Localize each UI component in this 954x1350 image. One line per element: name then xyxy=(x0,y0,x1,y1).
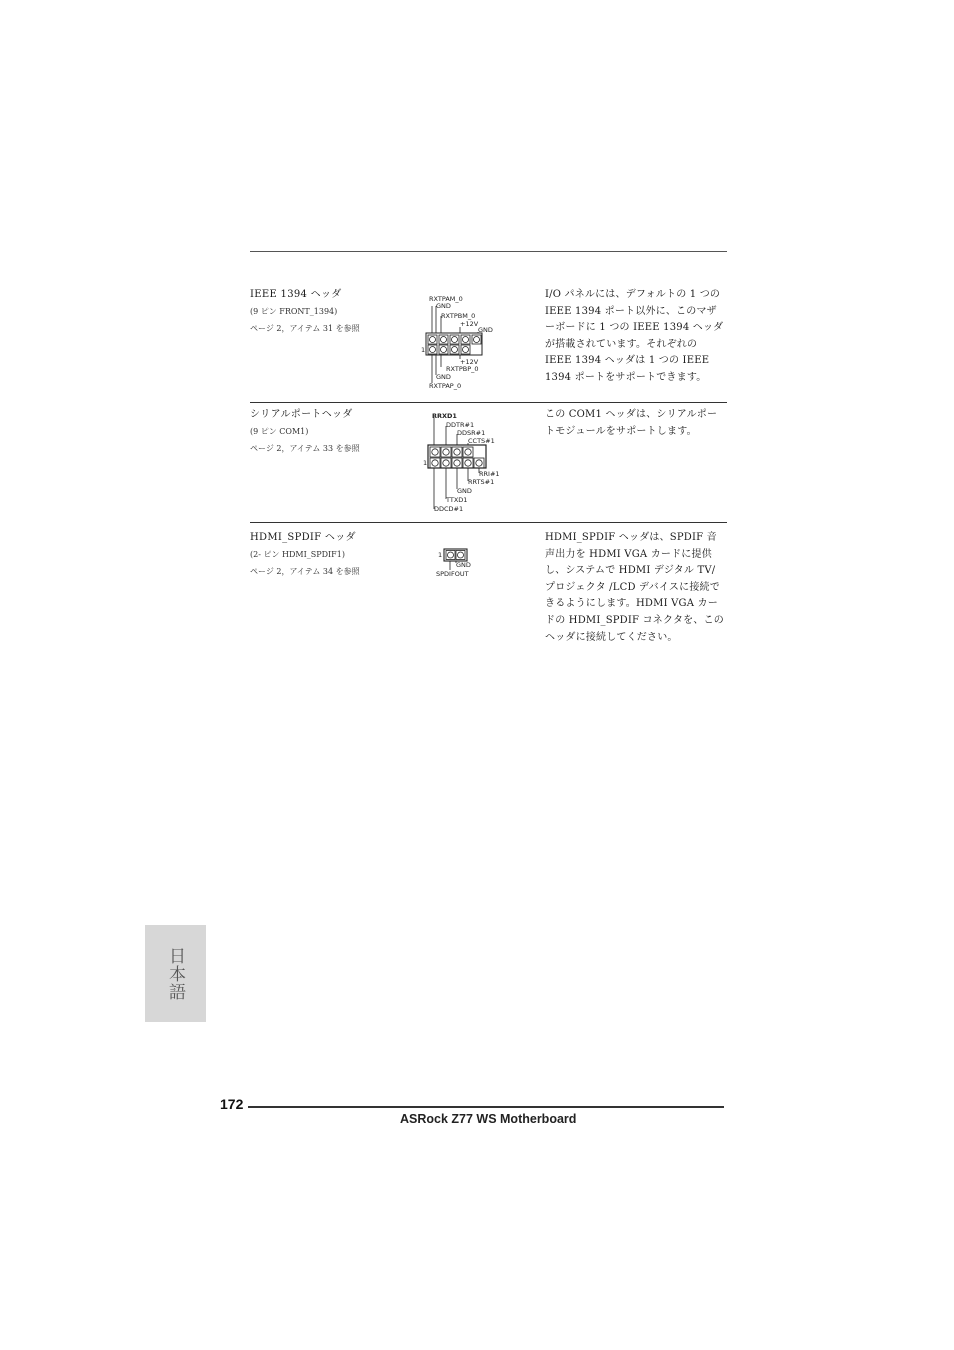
section-description: I/O パネルには、デフォルトの 1 つの IEEE 1394 ポート以外に、このマザーボードに 1 つの IEEE 1394 ヘッダが搭載されています。それぞれの IEEE 1394 ヘッダは 1 つの IEEE 1394 ポートをサポートできます。 xyxy=(545,289,724,383)
pin-label: GND xyxy=(478,326,493,334)
section-page-ref: ページ 2，アイテム 33 を参照 xyxy=(250,444,360,453)
pin-label: RXTPAM_0 xyxy=(429,295,463,303)
pin-label: DDCD#1 xyxy=(434,505,464,513)
page-number: 172 xyxy=(220,1096,244,1112)
section-description: HDMI_SPDIF ヘッダは、SPDIF 音声出力を HDMI VGA カードに提供し、システムで HDMI デジタル TV/ プロジェクタ /LCD デバイスに接続できるようにします。HDMI VGA カードの HDMI_SPDIF コネクタを、このヘッダに接続してください。 xyxy=(545,532,724,643)
pin-label: GND xyxy=(436,302,451,310)
language-tab-label: 日本語 xyxy=(165,946,185,1001)
section-title: HDMI_SPDIF ヘッダ xyxy=(250,532,356,543)
section-title: シリアルポートヘッダ xyxy=(250,409,353,420)
pin-label: RRI#1 xyxy=(479,470,500,478)
pin-label: 1 xyxy=(421,346,426,354)
pin-label: RRXD1 xyxy=(432,412,457,420)
section-subtitle: (9 ピン COM1) xyxy=(250,427,309,436)
section-page-ref: ページ 2，アイテム 34 を参照 xyxy=(250,567,360,576)
section-subtitle: (2- ピン HDMI_SPDIF1) xyxy=(250,550,345,559)
ieee1394-pin-diagram xyxy=(420,291,510,395)
pin-label: RXTPBM_0 xyxy=(441,312,476,320)
section-page-ref: ページ 2，アイテム 31 を参照 xyxy=(250,324,360,333)
pin-label: RXTPAP_0 xyxy=(429,382,462,390)
header-rule xyxy=(250,251,727,252)
pin-label: 1 xyxy=(423,459,428,467)
section-divider xyxy=(250,522,727,523)
section-hdmi-spdif xyxy=(250,530,727,660)
pin-label: GND xyxy=(456,561,471,569)
pin-label: SPDIFOUT xyxy=(436,570,469,578)
spdif-pin-diagram xyxy=(434,546,484,586)
com1-pin-diagram xyxy=(422,409,512,519)
pin-label: DDTR#1 xyxy=(446,421,475,429)
section-description: この COM1 ヘッダは、シリアルポートモジュールをサポートします。 xyxy=(545,409,718,437)
pin-label: +12V xyxy=(460,358,479,366)
language-tab xyxy=(145,925,206,1022)
pin-label: +12V xyxy=(460,320,479,328)
section-ieee1394 xyxy=(250,287,727,397)
pin-label: 1 xyxy=(438,551,443,559)
pin-label: CCTS#1 xyxy=(468,437,495,445)
section-divider xyxy=(250,402,727,403)
section-serial-port xyxy=(250,407,727,517)
pin-label: RXTPBP_0 xyxy=(446,365,479,373)
section-subtitle: (9 ピン FRONT_1394) xyxy=(250,307,338,316)
section-title: IEEE 1394 ヘッダ xyxy=(250,289,342,300)
pin-label: TTXD1 xyxy=(446,496,468,504)
pin-label: GND xyxy=(436,373,451,381)
pin-label: RRTS#1 xyxy=(468,478,495,486)
footer-title: ASRock Z77 WS Motherboard xyxy=(400,1112,577,1126)
footer-rule xyxy=(248,1106,724,1108)
pin-label: GND xyxy=(457,487,472,495)
pin-label: DDSR#1 xyxy=(457,429,486,437)
